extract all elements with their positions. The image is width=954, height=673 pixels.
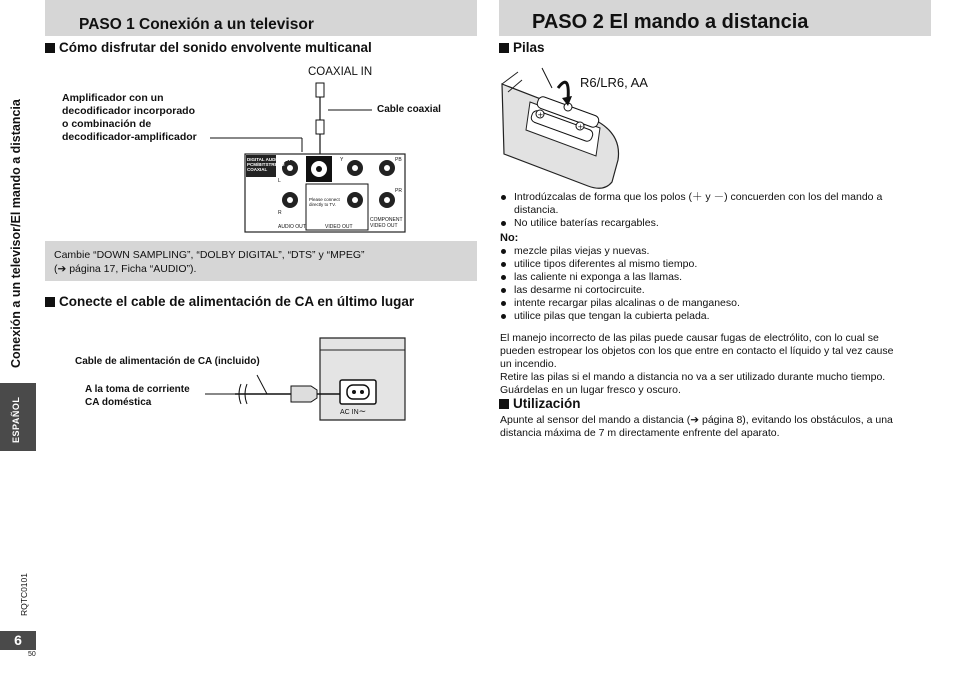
panel-y-label: Y [340,157,344,163]
vertical-section-title: Conexión a un televisor/El mando a distancia [9,99,23,368]
section-surround-title: Cómo disfrutar del sonido envolvente multicanal [45,40,372,55]
coax-plug-top [316,83,324,97]
power-cable-label: Cable de alimentación de CA (incluido) [75,356,260,367]
section-power-title: Conecte el cable de alimentación de CA en último lugar [45,294,414,309]
list-item: utilice tipos diferentes al mismo tiempo. [500,258,920,271]
amplifier-label: Amplificador con un decodificador incorporado o combinación de decodificador-amplificador [62,92,197,143]
cable-coaxial-label: Cable coaxial [377,104,441,115]
list-item: No utilice baterías recargables. [500,217,920,230]
pilas-bullets [500,191,920,230]
power-diagram-svg [205,330,420,430]
list-item: las desarme ni cortocircuite. [500,284,920,297]
utilizacion-title: Utilización [499,396,581,411]
panel-l-label: L [278,178,281,184]
page-number: 6 [0,631,36,650]
language-tab: ESPAÑOL [0,383,36,451]
right-header-title: PASO 2 El mando a distancia [532,11,809,33]
coax-plug-bottom [316,120,324,134]
no-label: No: [500,232,519,244]
outlet-label: A la toma de corriente CA doméstica [85,384,190,408]
svg-text:+: + [537,111,544,119]
square-bullet-icon [499,399,509,409]
left-header-title: PASO 1 Conexión a un televisor [79,16,314,33]
panel-pr-label: PR [395,188,402,194]
left-header-bar [45,0,477,36]
ac-inlet [340,380,376,404]
panel-note-label: Please connect directly to TV. [309,197,340,207]
doc-code: RQTC0101 [19,573,29,616]
list-item: las caliente ni exponga a las llamas. [500,271,920,284]
ac-in-label: AC IN∼ [340,406,367,416]
panel-video-out-label: VIDEO OUT [325,224,353,230]
list-item: intente recargar pilas alcalinas o de manganeso. [500,297,920,310]
panel-pb-label: PB [395,157,402,163]
square-bullet-icon [45,43,55,53]
svg-text:+: + [577,123,584,131]
panel-audio-out-label: AUDIO OUT [278,224,306,230]
utilizacion-text: Apunte al sensor del mando a distancia (➔ página 8), evitando los obstáculos, a una distancia máxima de 7 m directamente enfrente del aparato. [500,414,893,439]
ac-wave-icon: ∼ [358,406,367,416]
coaxial-in-label: COAXIAL IN [308,66,373,78]
right-header-bar [499,0,931,36]
panel-component-label: COMPONENT VIDEO OUT [370,217,403,229]
power-plug [291,386,317,402]
panel-digital-label: DIGITAL AUDIO OUT PCM/BITSTREAM COAXIAL [247,157,291,172]
battery-type-label: R6/LR6, AA [580,75,648,90]
list-item: utilice pilas que tengan la cubierta pelada. [500,310,920,323]
square-bullet-icon [499,43,509,53]
list-item: Introdúzcalas de forma que los polos (＋ y －) concuerden con los del mando a distancia. [500,191,920,217]
panel-r-label: R [278,210,282,216]
audio-settings-note: Cambie “DOWN SAMPLING”, “DOLBY DIGITAL”, “DTS” y “MPEG” (➔ página 17, Ficha “AUDIO”). [45,241,477,281]
sub-page-number: 50 [28,651,36,658]
pilas-title: Pilas [499,40,545,55]
battery-warning: El manejo incorrecto de las pilas puede causar fugas de electrólito, con lo cual se pueden estropear los objetos con los que entre en contacto el líquido y tal vez cause un incendio. Retire las pilas si el mando a distancia no va a ser utilizado durante mucho tiempo. Guárdelas en un lugar fresco y oscuro. [500,332,894,396]
no-bullets [500,245,920,323]
list-item: mezcle pilas viejas y nuevas. [500,245,920,258]
square-bullet-icon [45,297,55,307]
